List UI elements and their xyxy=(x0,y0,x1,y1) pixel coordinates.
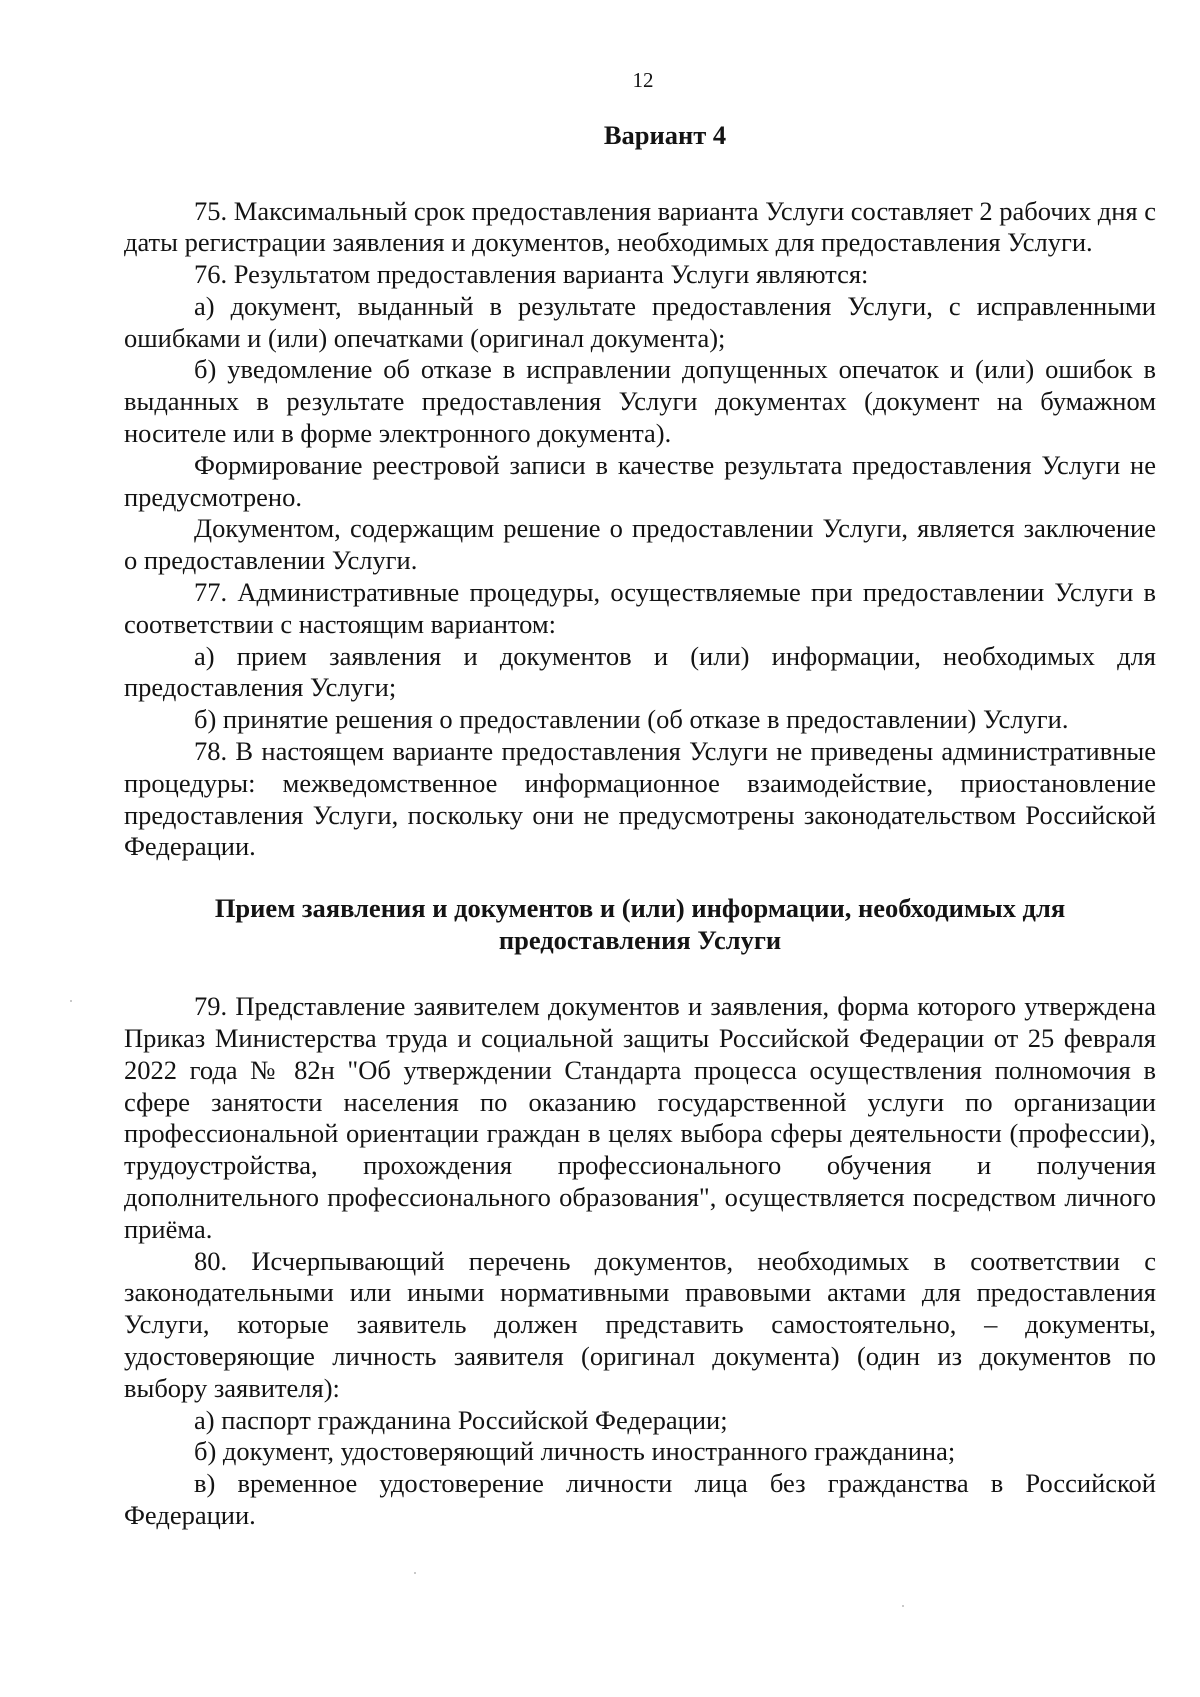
paragraph-77-item-b: б) принятие решения о предоставлении (об отказе в предоставлении) Услуги. xyxy=(194,704,1069,735)
paragraph-75: 75. Максимальный срок предоставления варианта Услуги составляет 2 рабочих дня с даты регистрации заявления и документов, необходимых для предоставления Услуги. xyxy=(124,195,1156,258)
variant-paragraphs xyxy=(124,196,1156,864)
section-heading: Прием заявления и документов и (или) информации, необходимых для предоставления Услуги xyxy=(214,893,1066,955)
scan-speck xyxy=(70,1000,72,1002)
paragraph-decision-document: Документом, содержащим решение о предоставлении Услуги, является заключение о предоставлении Услуги. xyxy=(124,513,1156,576)
paragraph-76: 76. Результатом предоставления варианта Услуги являются: xyxy=(194,259,869,290)
paragraph-80: 80. Исчерпывающий перечень документов, необходимых в соответствии с законодательными или иными нормативными правовыми актами для предоставления Услуги, которые заявитель должен представить самостоятельно, – документы, удостоверяющие личность заявителя (оригинал документа) (один из документов по выбору заявителя): xyxy=(124,1245,1156,1403)
page-number: 12 xyxy=(632,68,654,92)
paragraph-79: 79. Представление заявителем документов и заявления, форма которого утверждена Приказ Министерства труда и социальной защиты Российской Федерации от 25 февраля 2022 года № 82н "Об утверждении Стандарта процесса осуществления полномочия в сфере занятости населения по оказанию государственной услуги по организации профессиональной ориентации граждан в целях выбора сферы деятельности (профессии), трудоустройства, прохождения профессионального обучения и получения дополнительного профессионального образования", осуществляется посредством личного приёма. xyxy=(124,991,1156,1244)
scan-speck xyxy=(414,1572,416,1574)
variant-heading: Вариант 4 xyxy=(603,120,727,150)
paragraph-registry-record: Формирование реестровой записи в качестве результата предоставления Услуги не предусмотрено. xyxy=(124,449,1156,512)
scan-speck xyxy=(902,1605,904,1607)
section-paragraphs xyxy=(124,991,1156,1532)
paragraph-77: 77. Административные процедуры, осуществляемые при предоставлении Услуги в соответствии с настоящим вариантом: xyxy=(124,577,1156,639)
paragraph-80-item-a: а) паспорт гражданина Российской Федерации; xyxy=(194,1404,728,1435)
paragraph-76-item-b: б) уведомление об отказе в исправлении допущенных опечаток и (или) ошибок в выданных в результате предоставления Услуги документах (документ на бумажном носителе или в форме электронного документа). xyxy=(124,354,1156,449)
paragraph-78: 78. В настоящем варианте предоставления Услуги не приведены административные процедуры: межведомственное информационное взаимодействие, приостановление предоставления Услуги, поскольку они не предусмотрены законодательством Российской Федерации. xyxy=(124,736,1156,862)
paragraph-76-item-a: а) документ, выданный в результате предоставления Услуги, с исправленными ошибками и (или) опечатками (оригинал документа); xyxy=(124,290,1156,353)
paragraph-77-item-a: а) прием заявления и документов и (или) информации, необходимых для предоставления Услуги; xyxy=(124,640,1156,703)
paragraph-80-item-c: в) временное удостоверение личности лица без гражданства в Российской Федерации. xyxy=(124,1468,1156,1530)
paragraph-80-item-b: б) документ, удостоверяющий личность иностранного гражданина; xyxy=(194,1436,956,1467)
document-body xyxy=(124,120,1156,1532)
